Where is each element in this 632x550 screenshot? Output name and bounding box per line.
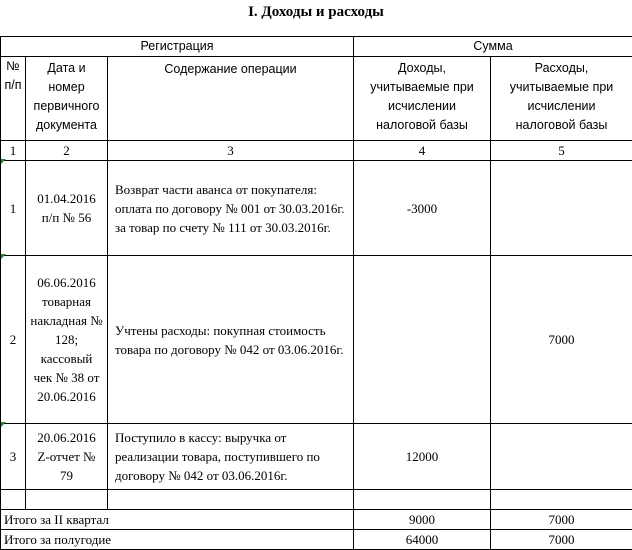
date-header: Дата и номер первичного документа [26, 57, 108, 141]
empty-cell [491, 490, 632, 510]
col-number-3: 3 [108, 141, 354, 161]
row-income: -3000 [354, 161, 491, 256]
row-expense: 7000 [491, 256, 632, 424]
row-content: Возврат части аванса от покупателя: оплата по договору № 001 от 30.03.2016г. за товар по счету № 111 от 30.03.2016г. [108, 161, 354, 256]
amount-header: Сумма [354, 37, 632, 57]
row-content: Учтены расходы: покупная стоимость товара по договору № 042 от 03.06.2016г. [108, 256, 354, 424]
column-number-row [1, 141, 632, 161]
num-header: № п/п [1, 57, 26, 141]
total-income: 64000 [354, 530, 491, 550]
total-row-halfyear [1, 530, 632, 550]
col-number-5: 5 [491, 141, 632, 161]
expense-header: Расходы, учитываемые при исчислении налоговой базы [491, 57, 632, 141]
registration-header: Регистрация [1, 37, 354, 57]
header-group-row [1, 37, 632, 57]
col-number-1: 1 [1, 141, 26, 161]
row-date: 01.04.2016 п/п № 56 [26, 161, 108, 256]
table-row [1, 256, 632, 424]
row-expense [491, 161, 632, 256]
header-row [1, 57, 632, 141]
row-content: Поступило в кассу: выручка от реализации товара, поступившего по договору № 042 от 03.06.2016г. [108, 424, 354, 490]
comment-marker-icon [1, 422, 6, 427]
total-row-quarter [1, 510, 632, 530]
income-header: Доходы, учитываемые при исчислении налоговой базы [354, 57, 491, 141]
row-date: 20.06.2016 Z-отчет № 79 [26, 424, 108, 490]
total-expense: 7000 [491, 530, 632, 550]
comment-marker-icon [1, 159, 6, 164]
table-row [1, 424, 632, 490]
section-title: I. Доходы и расходы [248, 4, 384, 20]
col-number-2: 2 [26, 141, 108, 161]
content-header: Содержание операции [108, 57, 354, 141]
empty-cell [354, 490, 491, 510]
table-row [1, 161, 632, 256]
empty-cell [108, 490, 354, 510]
comment-marker-icon [1, 254, 6, 259]
row-num: 3 [1, 424, 26, 490]
total-label: Итого за полугодие [1, 530, 354, 550]
row-date: 06.06.2016 товарная накладная № 128; кассовый чек № 38 от 20.06.2016 [26, 256, 108, 424]
total-income: 9000 [354, 510, 491, 530]
row-income [354, 256, 491, 424]
row-num: 2 [1, 256, 26, 424]
total-expense: 7000 [491, 510, 632, 530]
row-expense [491, 424, 632, 490]
row-income: 12000 [354, 424, 491, 490]
empty-cell [1, 490, 26, 510]
empty-row [1, 490, 632, 510]
col-number-4: 4 [354, 141, 491, 161]
row-num: 1 [1, 161, 26, 256]
empty-cell [26, 490, 108, 510]
income-expense-table [0, 36, 632, 550]
total-label: Итого за II квартал [1, 510, 354, 530]
